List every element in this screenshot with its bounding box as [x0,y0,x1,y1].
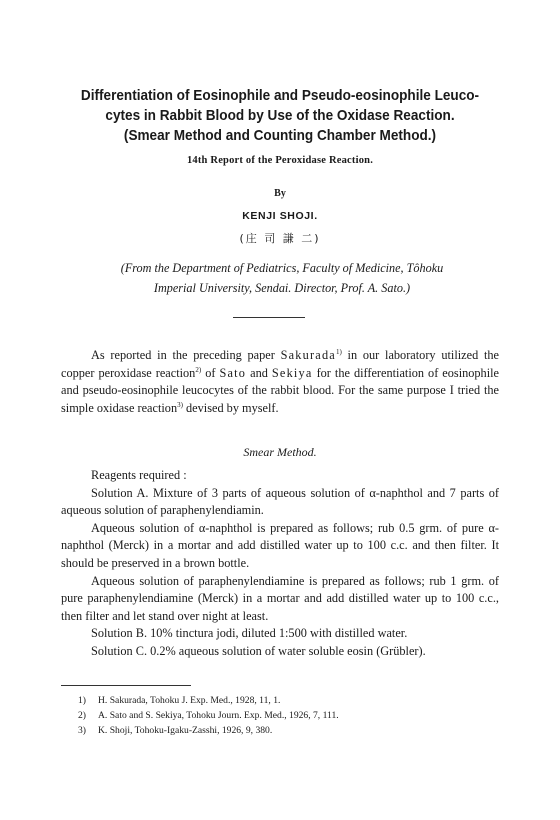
footnote-number: 3) [78,725,86,736]
section-heading: Smear Method. [243,445,317,459]
author-ref: Sakurada [280,348,336,362]
solution-a-paragraph: Solution A. Mixture of 3 parts of aqueous solution of α-naphthol and 7 parts of aqueous solution of paraphenylendiamin. [61,485,499,518]
intro-paragraph [61,347,499,417]
title-line-2: cytes in Rabbit Blood by Use of the Oxidase Reaction. [105,108,455,124]
intro-text: devised by myself. [182,400,279,415]
report-subtitle: 14th Report of the Peroxidase Reaction. [186,155,374,166]
footnote-text: K. Shoji, Tohoku-Igaku-Zasshi, 1926, 9, 380. [98,725,273,736]
footnote-item [78,723,498,738]
solution-b-paragraph: Solution B. 10% tinctura jodi, diluted 1:500 with distilled water. [91,626,408,641]
footnote-divider [61,685,191,686]
author-name: KENJI SHOJI. [242,210,318,222]
affiliation [92,258,472,298]
author-ref: Sato [219,365,247,380]
title-line-1: Differentiation of Eosinophile and Pseudo-eosinophile Leuco- [80,88,480,104]
footnote-ref: 1) [335,348,342,356]
reagents-label: Reagents required : [91,468,187,482]
footnote-ref: 2) [195,365,202,374]
alpha-naphthol-paragraph: Aqueous solution of α-naphthol is prepared as follows; rub 0.5 grm. of pure α-naphthol (Merck) in a mortar and add distilled water up to 100 c.c. and then filter. It should be preserved in a brown bottle. [61,520,499,570]
section-body [61,467,499,661]
author-ref: Sekiya [271,365,313,380]
footnote-text: A. Sato and S. Sekiya, Tohoku Journ. Exp. Med., 1926, 7, 111. [98,710,339,721]
footnotes [78,693,498,738]
footnote-item [78,708,498,723]
intro-text: in our laboratory utilized the copper peroxidase reaction [61,348,499,380]
footnote-ref: 3) [177,400,183,409]
affiliation-line-1: (From the Department of Pediatrics, Faculty of Medicine, Tôhoku [120,261,444,275]
intro-text: and [246,365,272,380]
footnote-item [78,693,498,708]
footnote-number: 2) [78,710,86,721]
intro-text: for the differentiation of eosinophile and pseudo-eosinophile leucocytes of the rabbit blood. For the same purpose I tried the simple oxidase reaction [61,365,499,415]
paraphenylendiamine-paragraph: Aqueous solution of paraphenylendiamine is prepared as follows; rub 1 grm. of pure paraphenylendiamine (Merck) in a mortar and add distilled water up to 100 c.c., then filter and let stand over night at least. [61,573,499,623]
byline: By [274,188,286,199]
footnote-number: 1) [78,695,86,706]
author-name-kanji: (庄 司 謙 二) [239,232,321,245]
intro-text: of [201,365,220,380]
title-line-3: (Smear Method and Counting Chamber Method.) [123,128,437,144]
affiliation-line-2: Imperial University, Sendai. Director, Prof. A. Sato.) [153,281,411,295]
article-title [75,86,484,146]
header-divider [233,317,305,318]
solution-c-paragraph: Solution C. 0.2% aqueous solution of water soluble eosin (Grübler). [91,643,426,658]
intro-text: As reported in the preceding paper [91,348,281,362]
footnote-text: H. Sakurada, Tohoku J. Exp. Med., 1928, 11, 1. [98,695,281,706]
